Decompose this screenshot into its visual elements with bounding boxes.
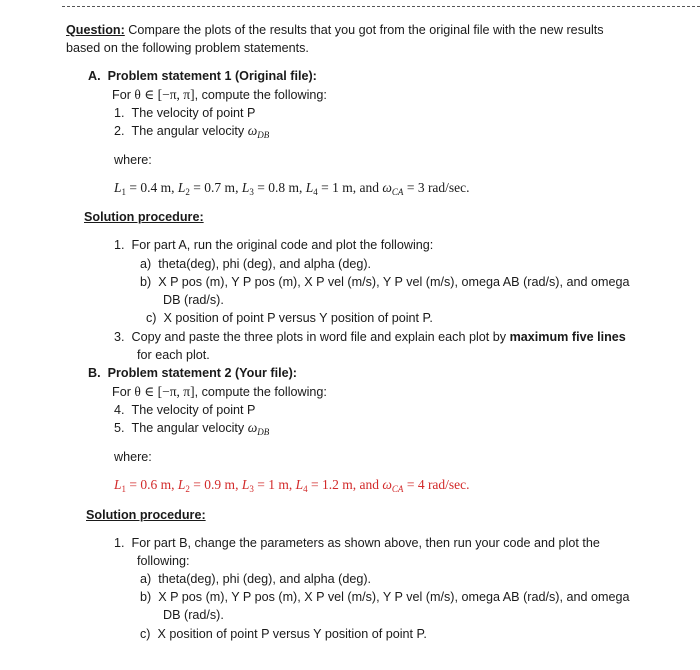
partB-step-a: a) theta(deg), phi (deg), and alpha (deg).: [140, 572, 372, 586]
question-line-1: [66, 22, 604, 38]
partA-step-3-cont: for each plot.: [137, 348, 210, 362]
top-dashed-border: [62, 6, 700, 7]
partA-for-line: For θ ∈ [−π, π], compute the following:: [112, 87, 327, 102]
partA-heading: [88, 68, 317, 84]
partB-title: Problem statement 2 (Your file):: [107, 366, 297, 380]
partA-title: Problem statement 1 (Original file):: [107, 69, 317, 83]
partB-solution-label: Solution procedure:: [86, 508, 206, 522]
question-text-1: Compare the plots of the results that you got from the original file with the new results: [124, 23, 604, 37]
question-label: Question:: [66, 23, 125, 37]
partB-step-1-cont: following:: [137, 554, 190, 568]
partB-theta-range: θ ∈ [−π, π]: [134, 384, 195, 399]
partA-step-c: c) X position of point P versus Y position of point P.: [146, 311, 433, 325]
partB-step-c: c) X position of point P versus Y position of point P.: [140, 627, 427, 641]
partA-step-b: b) X P pos (m), Y P pos (m), X P vel (m/s), Y P vel (m/s), omega AB (rad/s), and omega: [140, 275, 630, 289]
partB-where: where:: [114, 450, 152, 464]
partB-params: $L_1 = 0.6$ m, $L_2 = 0.9$ m, $L_3 = 1$ m, $L_4 = 1.2$ m, and $\omega_{CA} = 4$ rad/sec.: [114, 477, 470, 494]
partB-step-1: 1. For part B, change the parameters as shown above, then run your code and plot the: [114, 536, 600, 550]
partB-step-b-cont: DB (rad/s).: [163, 608, 224, 622]
partA-params: $L_1 = 0.4$ m, $L_2 = 0.7$ m, $L_3 = 0.8$ m, $L_4 = 1$ m, and $\omega_{CA} = 3$ rad/sec.: [114, 180, 470, 197]
partB-item-4: 4. The velocity of point P: [114, 403, 256, 417]
partA-step-3: 3. Copy and paste the three plots in word file and explain each plot by maximum five lines: [114, 330, 626, 344]
partB-step-b: b) X P pos (m), Y P pos (m), X P vel (m/s), Y P vel (m/s), omega AB (rad/s), and omega: [140, 590, 630, 604]
partB-marker: B.: [88, 366, 101, 380]
question-line-2: based on the following problem statements.: [66, 41, 309, 55]
partA-step-a: a) theta(deg), phi (deg), and alpha (deg).: [140, 257, 372, 271]
partA-step-1: 1. For part A, run the original code and plot the following:: [114, 238, 434, 252]
partA-item-1: 1. The velocity of point P: [114, 106, 256, 120]
partA-step-b-cont: DB (rad/s).: [163, 293, 224, 307]
partA-item-2: 2. The angular velocity $\omega_{DB}$: [114, 123, 270, 140]
partA-solution-label: Solution procedure:: [84, 210, 204, 224]
partA-theta-range: θ ∈ [−π, π]: [134, 87, 195, 102]
partA-marker: A.: [88, 69, 101, 83]
partB-heading: [88, 365, 297, 381]
partB-item-5: 5. The angular velocity $\omega_{DB}$: [114, 420, 270, 437]
partA-where: where:: [114, 153, 152, 167]
partB-for-line: For θ ∈ [−π, π], compute the following:: [112, 384, 327, 399]
